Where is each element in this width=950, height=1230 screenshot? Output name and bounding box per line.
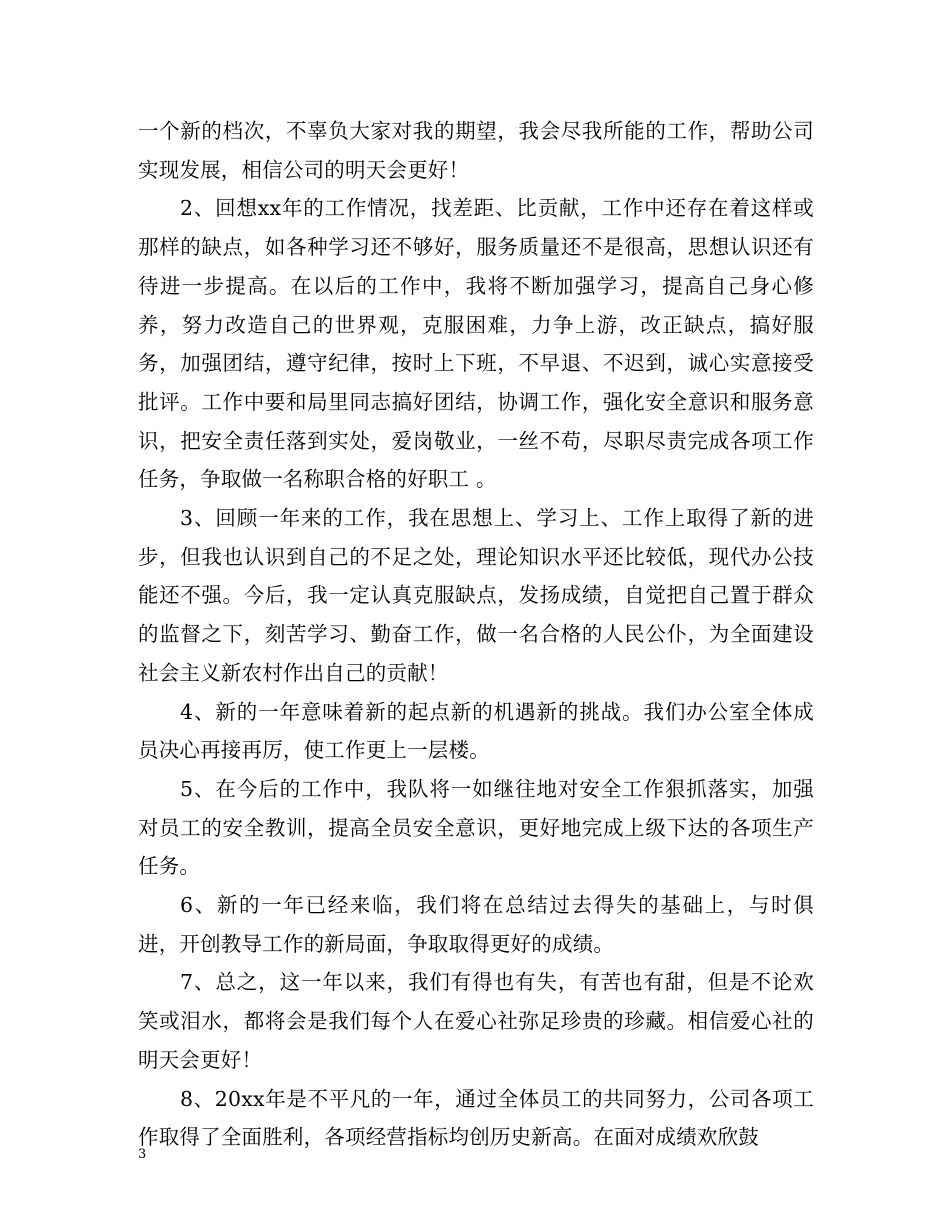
paragraph-3: 3、回顾一年来的工作，我在思想上、学习上、工作上取得了新的进步，但我也认识到自己的不足之处，理论知识水平还比较低，现代办公技能还不强。今后，我一定认真克服缺点，发扬成绩，自觉把自己置于群众的监督之下，刻苦学习、勤奋工作，做一名合格的人民公仆，为全面建设社会主义新农村作出自己的贡献！ bbox=[138, 506, 814, 685]
paragraph-2: 2、回想xx年的工作情况，找差距、比贡献，工作中还存在着这样或那样的缺点，如各种学习还不够好，服务质量还不是很高，思想认识还有待进一步提高。在以后的工作中，我将不断加强学习，提高自己身心修养，努力改造自己的世界观，克服困难，力争上游，改正缺点，搞好服务，加强团结，遵守纪律，按时上下班，不早退、不迟到，诚心实意接受批评。工作中要和局里同志搞好团结，协调工作，强化安全意识和服务意识，把安全责任落到实处，爱岗敬业，一丝不苟，尽职尽责完成各项工作任务，争取做一名称职合格的好职工 。 bbox=[138, 196, 814, 492]
paragraph-8: 8、20xx年是不平凡的一年，通过全体员工的共同努力，公司各项工作取得了全面胜利，各项经营指标均创历史新高。在面对成绩欢欣鼓 bbox=[138, 1086, 814, 1150]
paragraph-1: 一个新的档次，不辜负大家对我的期望，我会尽我所能的工作，帮助公司实现发展，相信公司的明天会更好！ bbox=[138, 119, 814, 182]
paragraph-5: 5、在今后的工作中，我队将一如继往地对安全工作狠抓落实，加强对员工的安全教训，提高全员安全意识，更好地完成上级下达的各项生产任务。 bbox=[138, 776, 814, 879]
page-number: 3 bbox=[138, 1147, 147, 1162]
paragraph-4: 4、新的一年意味着新的起点新的机遇新的挑战。我们办公室全体成员决心再接再厉，使工作更上一层楼。 bbox=[138, 699, 814, 763]
paragraph-7: 7、总之，这一年以来，我们有得也有失，有苦也有甜，但是不论欢笑或泪水，都将会是我们每个人在爱心社弥足珍贵的珍藏。相信爱心社的明天会更好！ bbox=[138, 970, 814, 1072]
paragraph-6: 6、新的一年已经来临，我们将在总结过去得失的基础上，与时俱进，开创教导工作的新局面，争取取得更好的成绩。 bbox=[138, 893, 814, 956]
document-body bbox=[138, 112, 814, 1157]
